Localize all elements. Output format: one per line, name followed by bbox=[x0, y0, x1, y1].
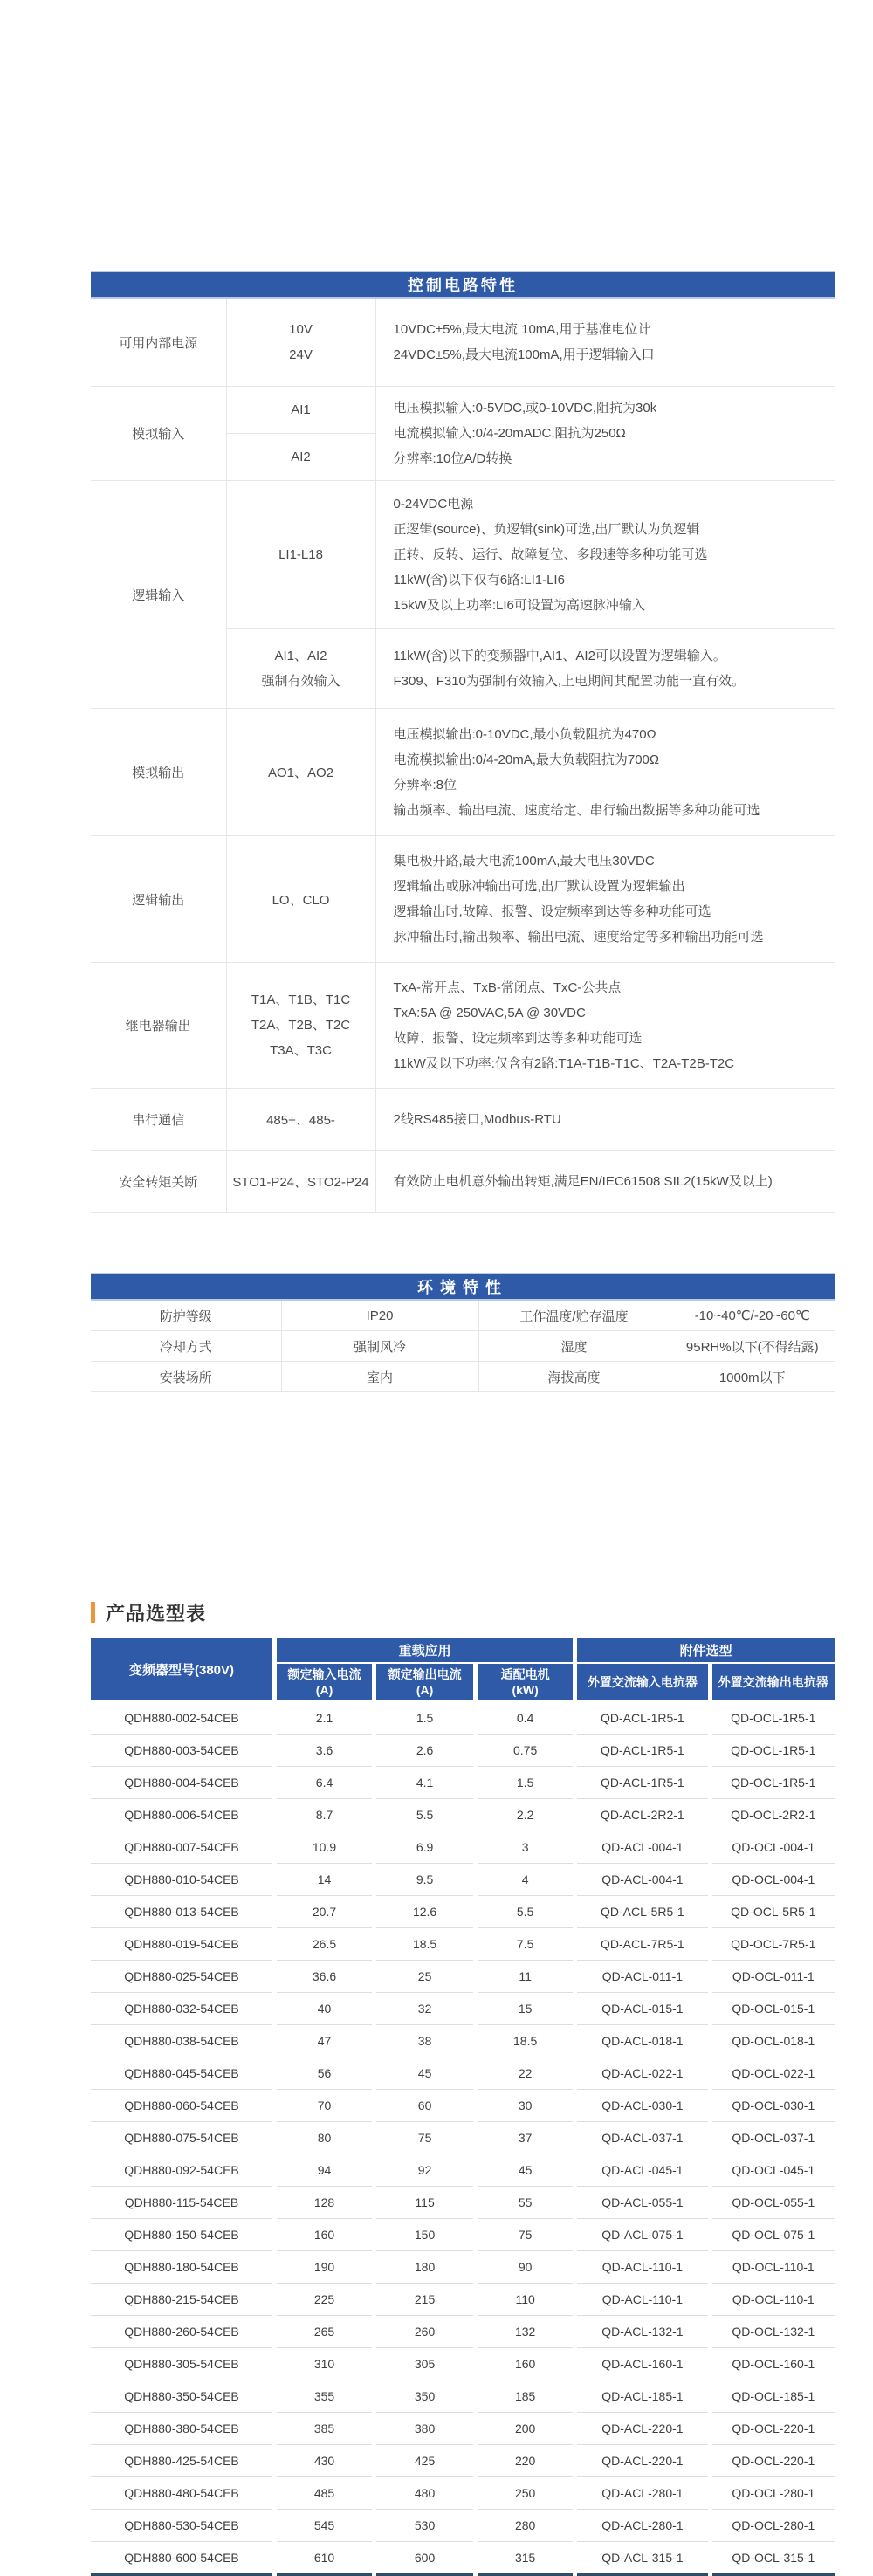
spec-terminals: AI1 bbox=[226, 387, 375, 434]
table-row bbox=[91, 2477, 835, 2510]
value-cell: 75 bbox=[478, 2219, 573, 2251]
value-cell: 110 bbox=[478, 2284, 573, 2316]
value-cell: 20.7 bbox=[277, 1896, 372, 1928]
value-cell: 1.5 bbox=[478, 1767, 573, 1799]
table-row bbox=[91, 2219, 835, 2251]
value-cell: QD-OCL-280-1 bbox=[712, 2477, 835, 2510]
model-cell: QDH880-075-54CEB bbox=[91, 2122, 272, 2154]
environment-characteristics-table bbox=[91, 1273, 835, 1392]
value-cell: QD-ACL-045-1 bbox=[577, 2154, 707, 2187]
spec-label: 逻辑输出 bbox=[91, 836, 226, 963]
model-cell: QDH880-013-54CEB bbox=[91, 1896, 272, 1928]
env-label: 冷却方式 bbox=[91, 1331, 281, 1362]
model-cell: QDH880-150-54CEB bbox=[91, 2219, 272, 2251]
value-cell: 545 bbox=[277, 2510, 372, 2542]
table-row bbox=[91, 2542, 835, 2576]
value-cell: 200 bbox=[478, 2413, 573, 2445]
model-cell: QDH880-480-54CEB bbox=[91, 2477, 272, 2510]
value-cell: QD-OCL-1R5-1 bbox=[712, 1735, 835, 1767]
value-cell: 128 bbox=[277, 2187, 372, 2219]
value-cell: QD-ACL-160-1 bbox=[577, 2348, 707, 2380]
table-row bbox=[91, 2025, 835, 2057]
value-cell: 45 bbox=[478, 2154, 573, 2187]
value-cell: QD-ACL-280-1 bbox=[577, 2477, 707, 2510]
column-header-model: 变频器型号(380V) bbox=[91, 1638, 272, 1702]
spec-terminals: AI2 bbox=[226, 434, 375, 481]
title-accent-bar bbox=[91, 1602, 95, 1623]
table-row bbox=[91, 2316, 835, 2348]
value-cell: 2.2 bbox=[478, 1799, 573, 1831]
value-cell: 315 bbox=[478, 2542, 573, 2576]
spec-label: 模拟输入 bbox=[91, 387, 226, 481]
model-cell: QDH880-215-54CEB bbox=[91, 2284, 272, 2316]
value-cell: 12.6 bbox=[376, 1896, 473, 1928]
value-cell: 3.6 bbox=[277, 1735, 372, 1767]
spec-label: 安全转矩关断 bbox=[91, 1151, 226, 1213]
value-cell: 2.1 bbox=[277, 1702, 372, 1735]
spec-terminals: STO1-P24、STO2-P24 bbox=[226, 1151, 375, 1213]
model-cell: QDH880-305-54CEB bbox=[91, 2348, 272, 2380]
value-cell: QD-OCL-011-1 bbox=[712, 1961, 835, 1993]
table-row bbox=[91, 2380, 835, 2413]
value-cell: QD-ACL-110-1 bbox=[577, 2284, 707, 2316]
value-cell: QD-OCL-018-1 bbox=[712, 2025, 835, 2057]
value-cell: 0.75 bbox=[478, 1735, 573, 1767]
value-cell: 430 bbox=[277, 2445, 372, 2477]
column-header-rated-input-current: 额定输入电流 (A) bbox=[277, 1664, 372, 1702]
env-table-header-row bbox=[91, 1274, 835, 1300]
value-cell: 55 bbox=[478, 2187, 573, 2219]
value-cell: QD-ACL-018-1 bbox=[577, 2025, 707, 2057]
value-cell: 60 bbox=[376, 2090, 473, 2122]
table-row bbox=[91, 2510, 835, 2542]
spec-terminals: LI1-L18 bbox=[226, 481, 375, 629]
table-row bbox=[91, 2445, 835, 2477]
value-cell: QD-ACL-037-1 bbox=[577, 2122, 707, 2154]
env-value: -10~40℃/-20~60℃ bbox=[670, 1300, 835, 1331]
spec-terminals: 10V 24V bbox=[226, 298, 375, 387]
value-cell: QD-OCL-075-1 bbox=[712, 2219, 835, 2251]
spec-label: 串行通信 bbox=[91, 1089, 226, 1151]
value-cell: QD-ACL-055-1 bbox=[577, 2187, 707, 2219]
env-value: IP20 bbox=[281, 1300, 478, 1331]
value-cell: QD-OCL-045-1 bbox=[712, 2154, 835, 2187]
env-table-title: 环境特性 bbox=[91, 1274, 835, 1300]
env-label: 湿度 bbox=[478, 1331, 670, 1362]
model-cell: QDH880-380-54CEB bbox=[91, 2413, 272, 2445]
spec-description: 10VDC±5%,最大电流 10mA,用于基准电位计 24VDC±5%,最大电流100mA,用于逻辑输入口 bbox=[375, 298, 835, 387]
value-cell: 92 bbox=[376, 2154, 473, 2187]
table-row bbox=[91, 2057, 835, 2090]
table-row bbox=[91, 1928, 835, 1961]
spec-label: 模拟输出 bbox=[91, 709, 226, 836]
table-row bbox=[91, 387, 835, 434]
env-label: 安装场所 bbox=[91, 1362, 281, 1392]
value-cell: 94 bbox=[277, 2154, 372, 2187]
value-cell: QD-ACL-280-1 bbox=[577, 2510, 707, 2542]
env-value: 95RH%以下(不得结露) bbox=[670, 1331, 835, 1362]
spec-description: 0-24VDC电源 正逻辑(source)、负逻辑(sink)可选,出厂默认为负逻辑 正转、反转、运行、故障复位、多段速等多种功能可选 11kW(含)以下仅有6路:LI1-LI6 15kW及以上功率:LI6可设置为高速脉冲输入 bbox=[375, 481, 835, 629]
table-row bbox=[91, 836, 835, 963]
value-cell: 225 bbox=[277, 2284, 372, 2316]
value-cell: 56 bbox=[277, 2057, 372, 2090]
value-cell: 7.5 bbox=[478, 1928, 573, 1961]
value-cell: QD-ACL-011-1 bbox=[577, 1961, 707, 1993]
value-cell: QD-ACL-004-1 bbox=[577, 1864, 707, 1896]
model-cell: QDH880-003-54CEB bbox=[91, 1735, 272, 1767]
value-cell: 190 bbox=[277, 2251, 372, 2284]
value-cell: QD-OCL-110-1 bbox=[712, 2284, 835, 2316]
value-cell: QD-OCL-004-1 bbox=[712, 1864, 835, 1896]
spec-label: 继电器输出 bbox=[91, 963, 226, 1089]
table-row bbox=[91, 1799, 835, 1831]
value-cell: QD-OCL-022-1 bbox=[712, 2057, 835, 2090]
value-cell: QD-ACL-315-1 bbox=[577, 2542, 707, 2576]
value-cell: 11 bbox=[478, 1961, 573, 1993]
value-cell: QD-ACL-132-1 bbox=[577, 2316, 707, 2348]
value-cell: QD-ACL-015-1 bbox=[577, 1993, 707, 2025]
selection-header-group-row bbox=[91, 1638, 835, 1664]
table-row bbox=[91, 2348, 835, 2380]
value-cell: QD-OCL-185-1 bbox=[712, 2380, 835, 2413]
model-cell: QDH880-010-54CEB bbox=[91, 1864, 272, 1896]
value-cell: QD-OCL-315-1 bbox=[712, 2542, 835, 2576]
spec-terminals: AI1、AI2 强制有效输入 bbox=[226, 629, 375, 709]
value-cell: 185 bbox=[478, 2380, 573, 2413]
value-cell: 26.5 bbox=[277, 1928, 372, 1961]
value-cell: QD-ACL-185-1 bbox=[577, 2380, 707, 2413]
spec-label: 逻辑输入 bbox=[91, 481, 226, 709]
value-cell: 600 bbox=[376, 2542, 473, 2576]
model-cell: QDH880-600-54CEB bbox=[91, 2542, 272, 2576]
section-title bbox=[91, 1599, 835, 1625]
control-table-header-row bbox=[91, 271, 835, 298]
value-cell: QD-ACL-004-1 bbox=[577, 1831, 707, 1864]
table-row bbox=[91, 2154, 835, 2187]
value-cell: QD-OCL-220-1 bbox=[712, 2445, 835, 2477]
table-row bbox=[91, 2413, 835, 2445]
table-row bbox=[91, 1089, 835, 1151]
value-cell: 310 bbox=[277, 2348, 372, 2380]
product-selection-table bbox=[86, 1638, 839, 2576]
env-label: 工作温度/贮存温度 bbox=[478, 1300, 670, 1331]
value-cell: QD-ACL-022-1 bbox=[577, 2057, 707, 2090]
spec-label: 可用内部电源 bbox=[91, 298, 226, 387]
spec-description: 11kW(含)以下的变频器中,AI1、AI2可以设置为逻辑输入。 F309、F310为强制有效输入,上电期间其配置功能一直有效。 bbox=[375, 629, 835, 709]
model-cell: QDH880-350-54CEB bbox=[91, 2380, 272, 2413]
model-cell: QDH880-007-54CEB bbox=[91, 1831, 272, 1864]
spec-description: 电压模拟输入:0-5VDC,或0-10VDC,阻抗为30k 电流模拟输入:0/4-20mADC,阻抗为250Ω 分辨率:10位A/D转换 bbox=[375, 387, 835, 481]
page-title: 产品选型表 bbox=[106, 1602, 207, 1625]
value-cell: 160 bbox=[277, 2219, 372, 2251]
table-row bbox=[91, 1735, 835, 1767]
table-row bbox=[91, 963, 835, 1089]
value-cell: 355 bbox=[277, 2380, 372, 2413]
value-cell: 1.5 bbox=[376, 1702, 473, 1735]
model-cell: QDH880-260-54CEB bbox=[91, 2316, 272, 2348]
value-cell: 70 bbox=[277, 2090, 372, 2122]
value-cell: 6.4 bbox=[277, 1767, 372, 1799]
spec-description: 集电极开路,最大电流100mA,最大电压30VDC 逻辑输出或脉冲输出可选,出厂默认设置为逻辑输出 逻辑输出时,故障、报警、设定频率到达等多种功能可选 脉冲输出时,输出频率、输出电流、速度给定等多种输出功能可选 bbox=[375, 836, 835, 963]
spec-terminals: AO1、AO2 bbox=[226, 709, 375, 836]
model-cell: QDH880-530-54CEB bbox=[91, 2510, 272, 2542]
value-cell: QD-OCL-110-1 bbox=[712, 2251, 835, 2284]
value-cell: QD-ACL-075-1 bbox=[577, 2219, 707, 2251]
env-label: 海拔高度 bbox=[478, 1362, 670, 1392]
value-cell: 530 bbox=[376, 2510, 473, 2542]
value-cell: 36.6 bbox=[277, 1961, 372, 1993]
content-column bbox=[91, 271, 835, 2576]
value-cell: 150 bbox=[376, 2219, 473, 2251]
control-characteristics-table bbox=[91, 271, 835, 1213]
value-cell: QD-ACL-1R5-1 bbox=[577, 1735, 707, 1767]
value-cell: 25 bbox=[376, 1961, 473, 1993]
spec-terminals: LO、CLO bbox=[226, 836, 375, 963]
model-cell: QDH880-006-54CEB bbox=[91, 1799, 272, 1831]
table-row bbox=[91, 2187, 835, 2219]
table-row bbox=[91, 1831, 835, 1864]
table-row bbox=[91, 1702, 835, 1735]
value-cell: 4.1 bbox=[376, 1767, 473, 1799]
value-cell: 47 bbox=[277, 2025, 372, 2057]
control-table-title: 控制电路特性 bbox=[91, 271, 835, 298]
value-cell: 5.5 bbox=[478, 1896, 573, 1928]
selection-table-body bbox=[91, 1702, 835, 2576]
value-cell: 3 bbox=[478, 1831, 573, 1864]
value-cell: 90 bbox=[478, 2251, 573, 2284]
value-cell: 9.5 bbox=[376, 1864, 473, 1896]
value-cell: 220 bbox=[478, 2445, 573, 2477]
column-group-accessories: 附件选型 bbox=[577, 1638, 835, 1664]
value-cell: QD-ACL-220-1 bbox=[577, 2445, 707, 2477]
value-cell: 2.6 bbox=[376, 1735, 473, 1767]
value-cell: QD-ACL-220-1 bbox=[577, 2413, 707, 2445]
model-cell: QDH880-002-54CEB bbox=[91, 1702, 272, 1735]
table-row bbox=[91, 1896, 835, 1928]
column-header-output-reactor: 外置交流输出电抗器 bbox=[712, 1664, 835, 1702]
spec-description: TxA-常开点、TxB-常闭点、TxC-公共点 TxA:5A @ 250VAC,5A @ 30VDC 故障、报警、设定频率到达等多种功能可选 11kW及以下功率:仅含有2路:T1A-T1B-T1C、T2A-T2B-T2C bbox=[375, 963, 835, 1089]
column-header-rated-output-current: 额定输出电流 (A) bbox=[376, 1664, 473, 1702]
value-cell: 10.9 bbox=[277, 1831, 372, 1864]
value-cell: QD-OCL-160-1 bbox=[712, 2348, 835, 2380]
value-cell: 8.7 bbox=[277, 1799, 372, 1831]
env-value: 1000m以下 bbox=[670, 1362, 835, 1392]
value-cell: QD-OCL-132-1 bbox=[712, 2316, 835, 2348]
table-row bbox=[91, 709, 835, 836]
value-cell: QD-OCL-2R2-1 bbox=[712, 1799, 835, 1831]
value-cell: QD-OCL-1R5-1 bbox=[712, 1702, 835, 1735]
value-cell: 260 bbox=[376, 2316, 473, 2348]
value-cell: QD-ACL-110-1 bbox=[577, 2251, 707, 2284]
value-cell: QD-ACL-1R5-1 bbox=[577, 1767, 707, 1799]
table-row bbox=[91, 2090, 835, 2122]
value-cell: 215 bbox=[376, 2284, 473, 2316]
table-row bbox=[91, 1767, 835, 1799]
model-cell: QDH880-045-54CEB bbox=[91, 2057, 272, 2090]
value-cell: QD-ACL-1R5-1 bbox=[577, 1702, 707, 1735]
value-cell: 4 bbox=[478, 1864, 573, 1896]
table-row bbox=[91, 1331, 835, 1362]
spec-description: 2线RS485接口,Modbus-RTU bbox=[375, 1089, 835, 1151]
value-cell: 385 bbox=[277, 2413, 372, 2445]
value-cell: 160 bbox=[478, 2348, 573, 2380]
value-cell: 45 bbox=[376, 2057, 473, 2090]
table-row bbox=[91, 1300, 835, 1331]
value-cell: 280 bbox=[478, 2510, 573, 2542]
value-cell: QD-OCL-280-1 bbox=[712, 2510, 835, 2542]
model-cell: QDH880-092-54CEB bbox=[91, 2154, 272, 2187]
value-cell: 5.5 bbox=[376, 1799, 473, 1831]
value-cell: 485 bbox=[277, 2477, 372, 2510]
value-cell: 425 bbox=[376, 2445, 473, 2477]
value-cell: QD-ACL-030-1 bbox=[577, 2090, 707, 2122]
value-cell: QD-OCL-037-1 bbox=[712, 2122, 835, 2154]
model-cell: QDH880-425-54CEB bbox=[91, 2445, 272, 2477]
table-row bbox=[91, 1993, 835, 2025]
column-header-motor-power: 适配电机 (kW) bbox=[478, 1664, 573, 1702]
value-cell: QD-OCL-5R5-1 bbox=[712, 1896, 835, 1928]
value-cell: 265 bbox=[277, 2316, 372, 2348]
value-cell: 0.4 bbox=[478, 1702, 573, 1735]
value-cell: 610 bbox=[277, 2542, 372, 2576]
value-cell: 37 bbox=[478, 2122, 573, 2154]
env-value: 强制风冷 bbox=[281, 1331, 478, 1362]
value-cell: QD-OCL-1R5-1 bbox=[712, 1767, 835, 1799]
spec-terminals: 485+、485- bbox=[226, 1089, 375, 1151]
value-cell: 180 bbox=[376, 2251, 473, 2284]
model-cell: QDH880-180-54CEB bbox=[91, 2251, 272, 2284]
value-cell: 350 bbox=[376, 2380, 473, 2413]
env-label: 防护等级 bbox=[91, 1300, 281, 1331]
value-cell: 75 bbox=[376, 2122, 473, 2154]
spec-description: 有效防止电机意外输出转矩,满足EN/IEC61508 SIL2(15kW及以上) bbox=[375, 1151, 835, 1213]
table-row bbox=[91, 1864, 835, 1896]
model-cell: QDH880-025-54CEB bbox=[91, 1961, 272, 1993]
table-row bbox=[91, 298, 835, 387]
model-cell: QDH880-019-54CEB bbox=[91, 1928, 272, 1961]
value-cell: QD-OCL-030-1 bbox=[712, 2090, 835, 2122]
value-cell: QD-ACL-5R5-1 bbox=[577, 1896, 707, 1928]
value-cell: QD-OCL-055-1 bbox=[712, 2187, 835, 2219]
value-cell: 380 bbox=[376, 2413, 473, 2445]
value-cell: QD-OCL-220-1 bbox=[712, 2413, 835, 2445]
value-cell: 38 bbox=[376, 2025, 473, 2057]
value-cell: 250 bbox=[478, 2477, 573, 2510]
value-cell: 6.9 bbox=[376, 1831, 473, 1864]
table-row bbox=[91, 2284, 835, 2316]
model-cell: QDH880-004-54CEB bbox=[91, 1767, 272, 1799]
value-cell: QD-ACL-2R2-1 bbox=[577, 1799, 707, 1831]
value-cell: 305 bbox=[376, 2348, 473, 2380]
table-row bbox=[91, 1362, 835, 1392]
value-cell: 18.5 bbox=[478, 2025, 573, 2057]
value-cell: QD-OCL-7R5-1 bbox=[712, 1928, 835, 1961]
column-group-heavy-duty: 重载应用 bbox=[277, 1638, 573, 1664]
value-cell: 15 bbox=[478, 1993, 573, 2025]
value-cell: QD-OCL-015-1 bbox=[712, 1993, 835, 2025]
spec-terminals: T1A、T1B、T1C T2A、T2B、T2C T3A、T3C bbox=[226, 963, 375, 1089]
value-cell: 22 bbox=[478, 2057, 573, 2090]
model-cell: QDH880-060-54CEB bbox=[91, 2090, 272, 2122]
table-row bbox=[91, 481, 835, 629]
column-header-input-reactor: 外置交流输入电抗器 bbox=[577, 1664, 707, 1702]
env-value: 室内 bbox=[281, 1362, 478, 1392]
value-cell: 115 bbox=[376, 2187, 473, 2219]
value-cell: QD-OCL-004-1 bbox=[712, 1831, 835, 1864]
model-cell: QDH880-032-54CEB bbox=[91, 1993, 272, 2025]
value-cell: 32 bbox=[376, 1993, 473, 2025]
value-cell: 14 bbox=[277, 1864, 372, 1896]
value-cell: QD-ACL-7R5-1 bbox=[577, 1928, 707, 1961]
value-cell: 80 bbox=[277, 2122, 372, 2154]
model-cell: QDH880-115-54CEB bbox=[91, 2187, 272, 2219]
value-cell: 40 bbox=[277, 1993, 372, 2025]
table-row bbox=[91, 2122, 835, 2154]
table-row bbox=[91, 1961, 835, 1993]
spec-description: 电压模拟输出:0-10VDC,最小负载阻抗为470Ω 电流模拟输出:0/4-20mA,最大负载阻抗为700Ω 分辨率:8位 输出频率、输出电流、速度给定、串行输出数据等多种功能可选 bbox=[375, 709, 835, 836]
value-cell: 30 bbox=[478, 2090, 573, 2122]
table-row bbox=[91, 1151, 835, 1213]
model-cell: QDH880-038-54CEB bbox=[91, 2025, 272, 2057]
value-cell: 480 bbox=[376, 2477, 473, 2510]
value-cell: 18.5 bbox=[376, 1928, 473, 1961]
value-cell: 132 bbox=[478, 2316, 573, 2348]
table-row bbox=[91, 2251, 835, 2284]
